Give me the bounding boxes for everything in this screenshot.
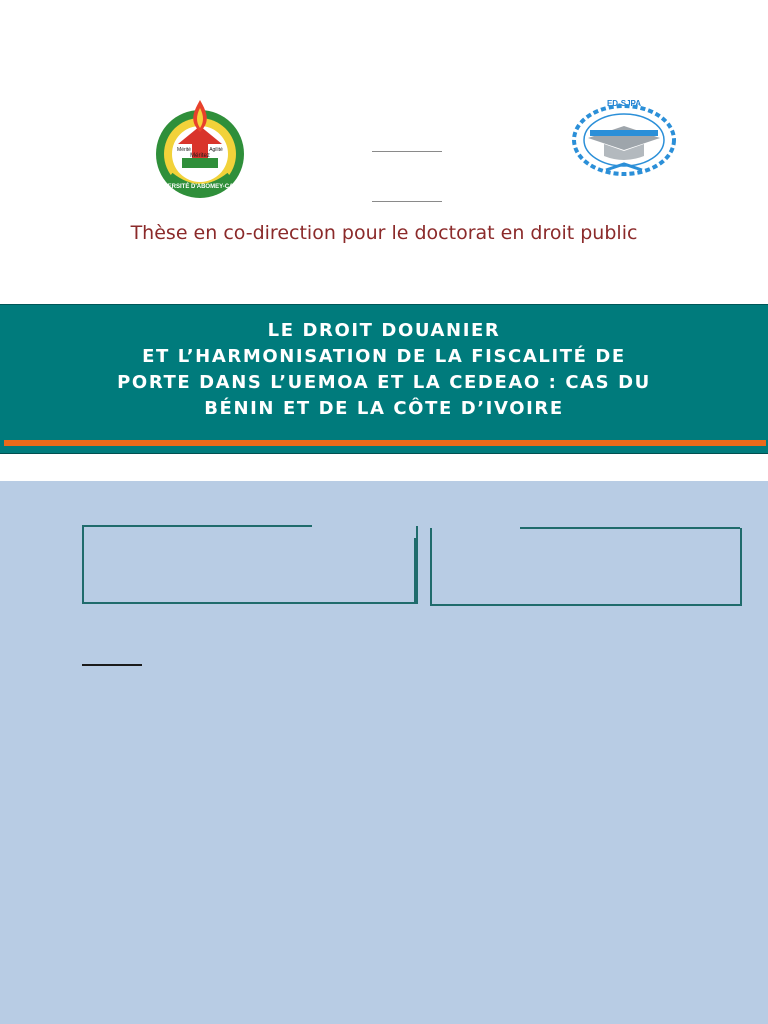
author-frame — [82, 526, 418, 604]
logo-ring-text: UNIVERSITÉ D'ABOMEY-CALAVI — [153, 184, 247, 190]
author-frame-tick — [414, 538, 416, 604]
title-line: PORTE DANS L’UEMOA ET LA CEDEAO : CAS DU — [117, 372, 651, 393]
graduation-cap-laurel-icon — [568, 96, 680, 180]
header-rule — [372, 151, 442, 152]
thesis-subtitle: Thèse en co-direction pour le doctorat en droit public — [130, 222, 638, 244]
jury-underline — [82, 664, 142, 666]
accent-bar — [4, 440, 766, 446]
logo-motto-word: Mérité — [177, 147, 191, 153]
header-rule — [372, 201, 442, 202]
director-frame — [430, 528, 742, 606]
title-line: BÉNIN ET DE LA CÔTE D’IVOIRE — [204, 398, 564, 419]
university-seal-icon — [148, 96, 252, 200]
logo-motto-word: Agilité — [209, 147, 223, 153]
director-frame-tick — [430, 538, 432, 606]
title-line: ET L’HARMONISATION DE LA FISCALITÉ DE — [142, 346, 626, 367]
logo-motto-word: Méritez — [190, 153, 210, 159]
director-frame-top-line — [520, 527, 740, 529]
thesis-title — [0, 318, 768, 422]
title-line: LE DROIT DOUANIER — [267, 320, 501, 341]
author-frame-top-line — [82, 525, 312, 527]
school-logo-label: ED-SJPA — [606, 99, 642, 108]
